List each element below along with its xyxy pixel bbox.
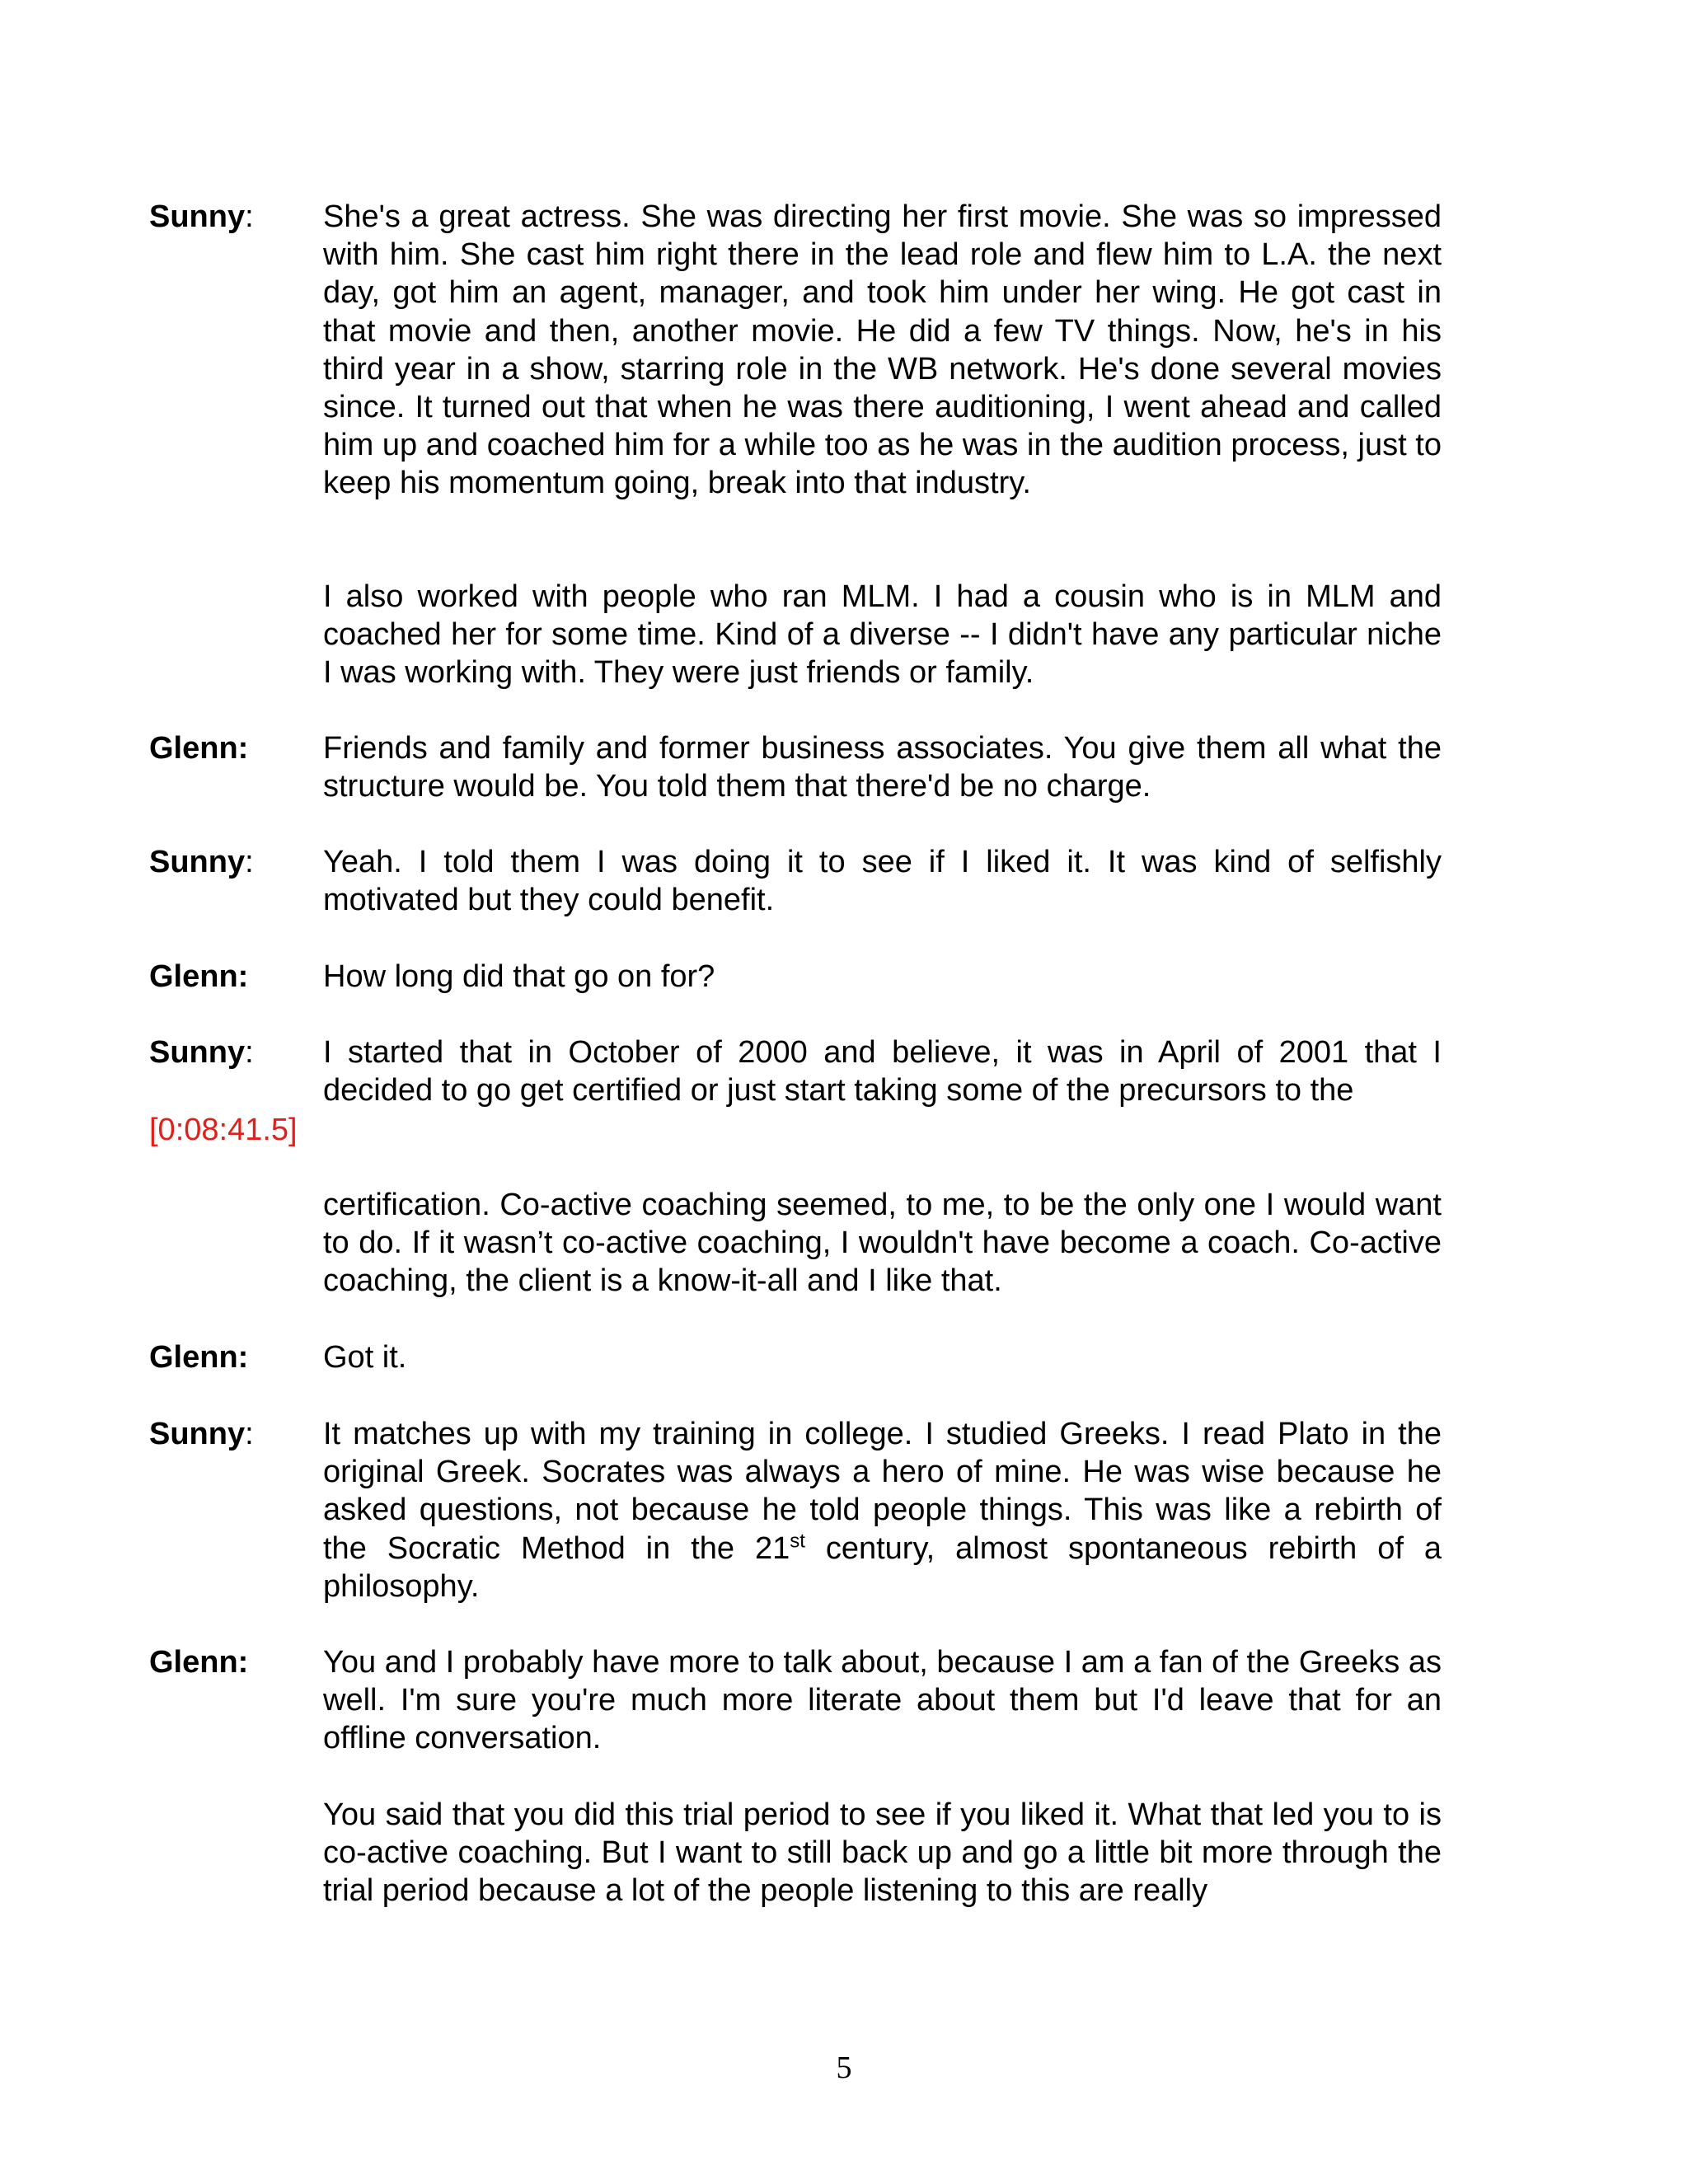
speaker-name: Sunny [149, 1035, 246, 1070]
speaker-name: Glenn: [149, 1645, 249, 1680]
speaker-name: Glenn: [149, 1340, 249, 1375]
speaker-label [149, 729, 248, 767]
paragraph: You and I probably have more to talk about, because I am a fan of the Greeks as well. I'm sure you're much more literate about them but I'd leave that for an offline conversation. [323, 1645, 1442, 1756]
speaker-label [149, 958, 248, 996]
paragraph: Got it. [323, 1340, 407, 1375]
paragraph: I also worked with people who ran MLM. I had a cousin who is in MLM and coached her for some time. Kind of a diverse -- I didn't have any particular niche I was working with. They were just friends or family. [323, 579, 1442, 691]
paragraph: I started that in October of 2000 and believe, it was in April of 2001 that I decided to go get certified or just start taking some of the precursors to the [323, 1035, 1442, 1108]
ordinal-superscript: st [790, 1529, 805, 1552]
page-number: 5 [836, 2050, 852, 2085]
speaker-name: Sunny [149, 845, 246, 879]
speaker-colon: : [245, 845, 254, 879]
speaker-label [149, 843, 254, 881]
speaker-name: Sunny [149, 1417, 246, 1451]
paragraph: She's a great actress. She was directing her first movie. She was so impressed with him. She cast him right there in the lead role and flew him to L.A. the next day, got him an agent, manager, and took him under her wing. He got cast in that movie and then, another movie. He did a few TV things. Now, he's in his third year in a show, starring role in the WB network. He's done several movies since. It turned out that when he was there auditioning, I went ahead and called him up and coached him for a while too as he was in the audition process, just to keep his momentum going, break into that industry. [323, 199, 1442, 501]
speaker-colon: : [245, 1035, 254, 1070]
speaker-label [149, 1415, 254, 1453]
speaker-label [149, 1338, 248, 1376]
speaker-name: Glenn: [149, 959, 249, 994]
speaker-label [149, 1033, 254, 1071]
paragraph-text: century, almost spontaneous rebirth of a philosophy. [323, 1530, 1442, 1604]
paragraph [323, 1415, 1442, 1605]
paragraph: How long did that go on for? [323, 959, 715, 994]
paragraph: certification. Co-active coaching seemed, to me, to be the only one I would want to do. If it wasn’t co-active coaching, I wouldn't have become a coach. Co-active coaching, the client is a know-it-all and I like that. [323, 1188, 1442, 1299]
paragraph-text: It matches up with my training in college. I studied Greeks. I read Plato in the original Greek. Socrates was always a hero of mine. He was wise because he asked questions, not because he told people things. This was like a rebirth of the Socratic Method in the 21 [323, 1417, 1442, 1566]
timestamp-marker: [0:08:41.5] [149, 1113, 298, 1147]
paragraph: Friends and family and former business associates. You give them all what the structure would be. You told them that there'd be no charge. [323, 731, 1442, 804]
speaker-label [149, 198, 254, 236]
speaker-name: Glenn: [149, 731, 249, 766]
speaker-name: Sunny [149, 199, 246, 234]
speaker-label [149, 1643, 248, 1681]
paragraph: You said that you did this trial period to see if you liked it. What that led you to is co-active coaching. But I want to still back up and go a little bit more through the trial period because a lot of the people listening to this are really [323, 1797, 1442, 1909]
speaker-colon: : [245, 199, 254, 234]
speaker-colon: : [245, 1417, 254, 1451]
paragraph: Yeah. I told them I was doing it to see if I liked it. It was kind of selfishly motivated but they could benefit. [323, 845, 1442, 918]
